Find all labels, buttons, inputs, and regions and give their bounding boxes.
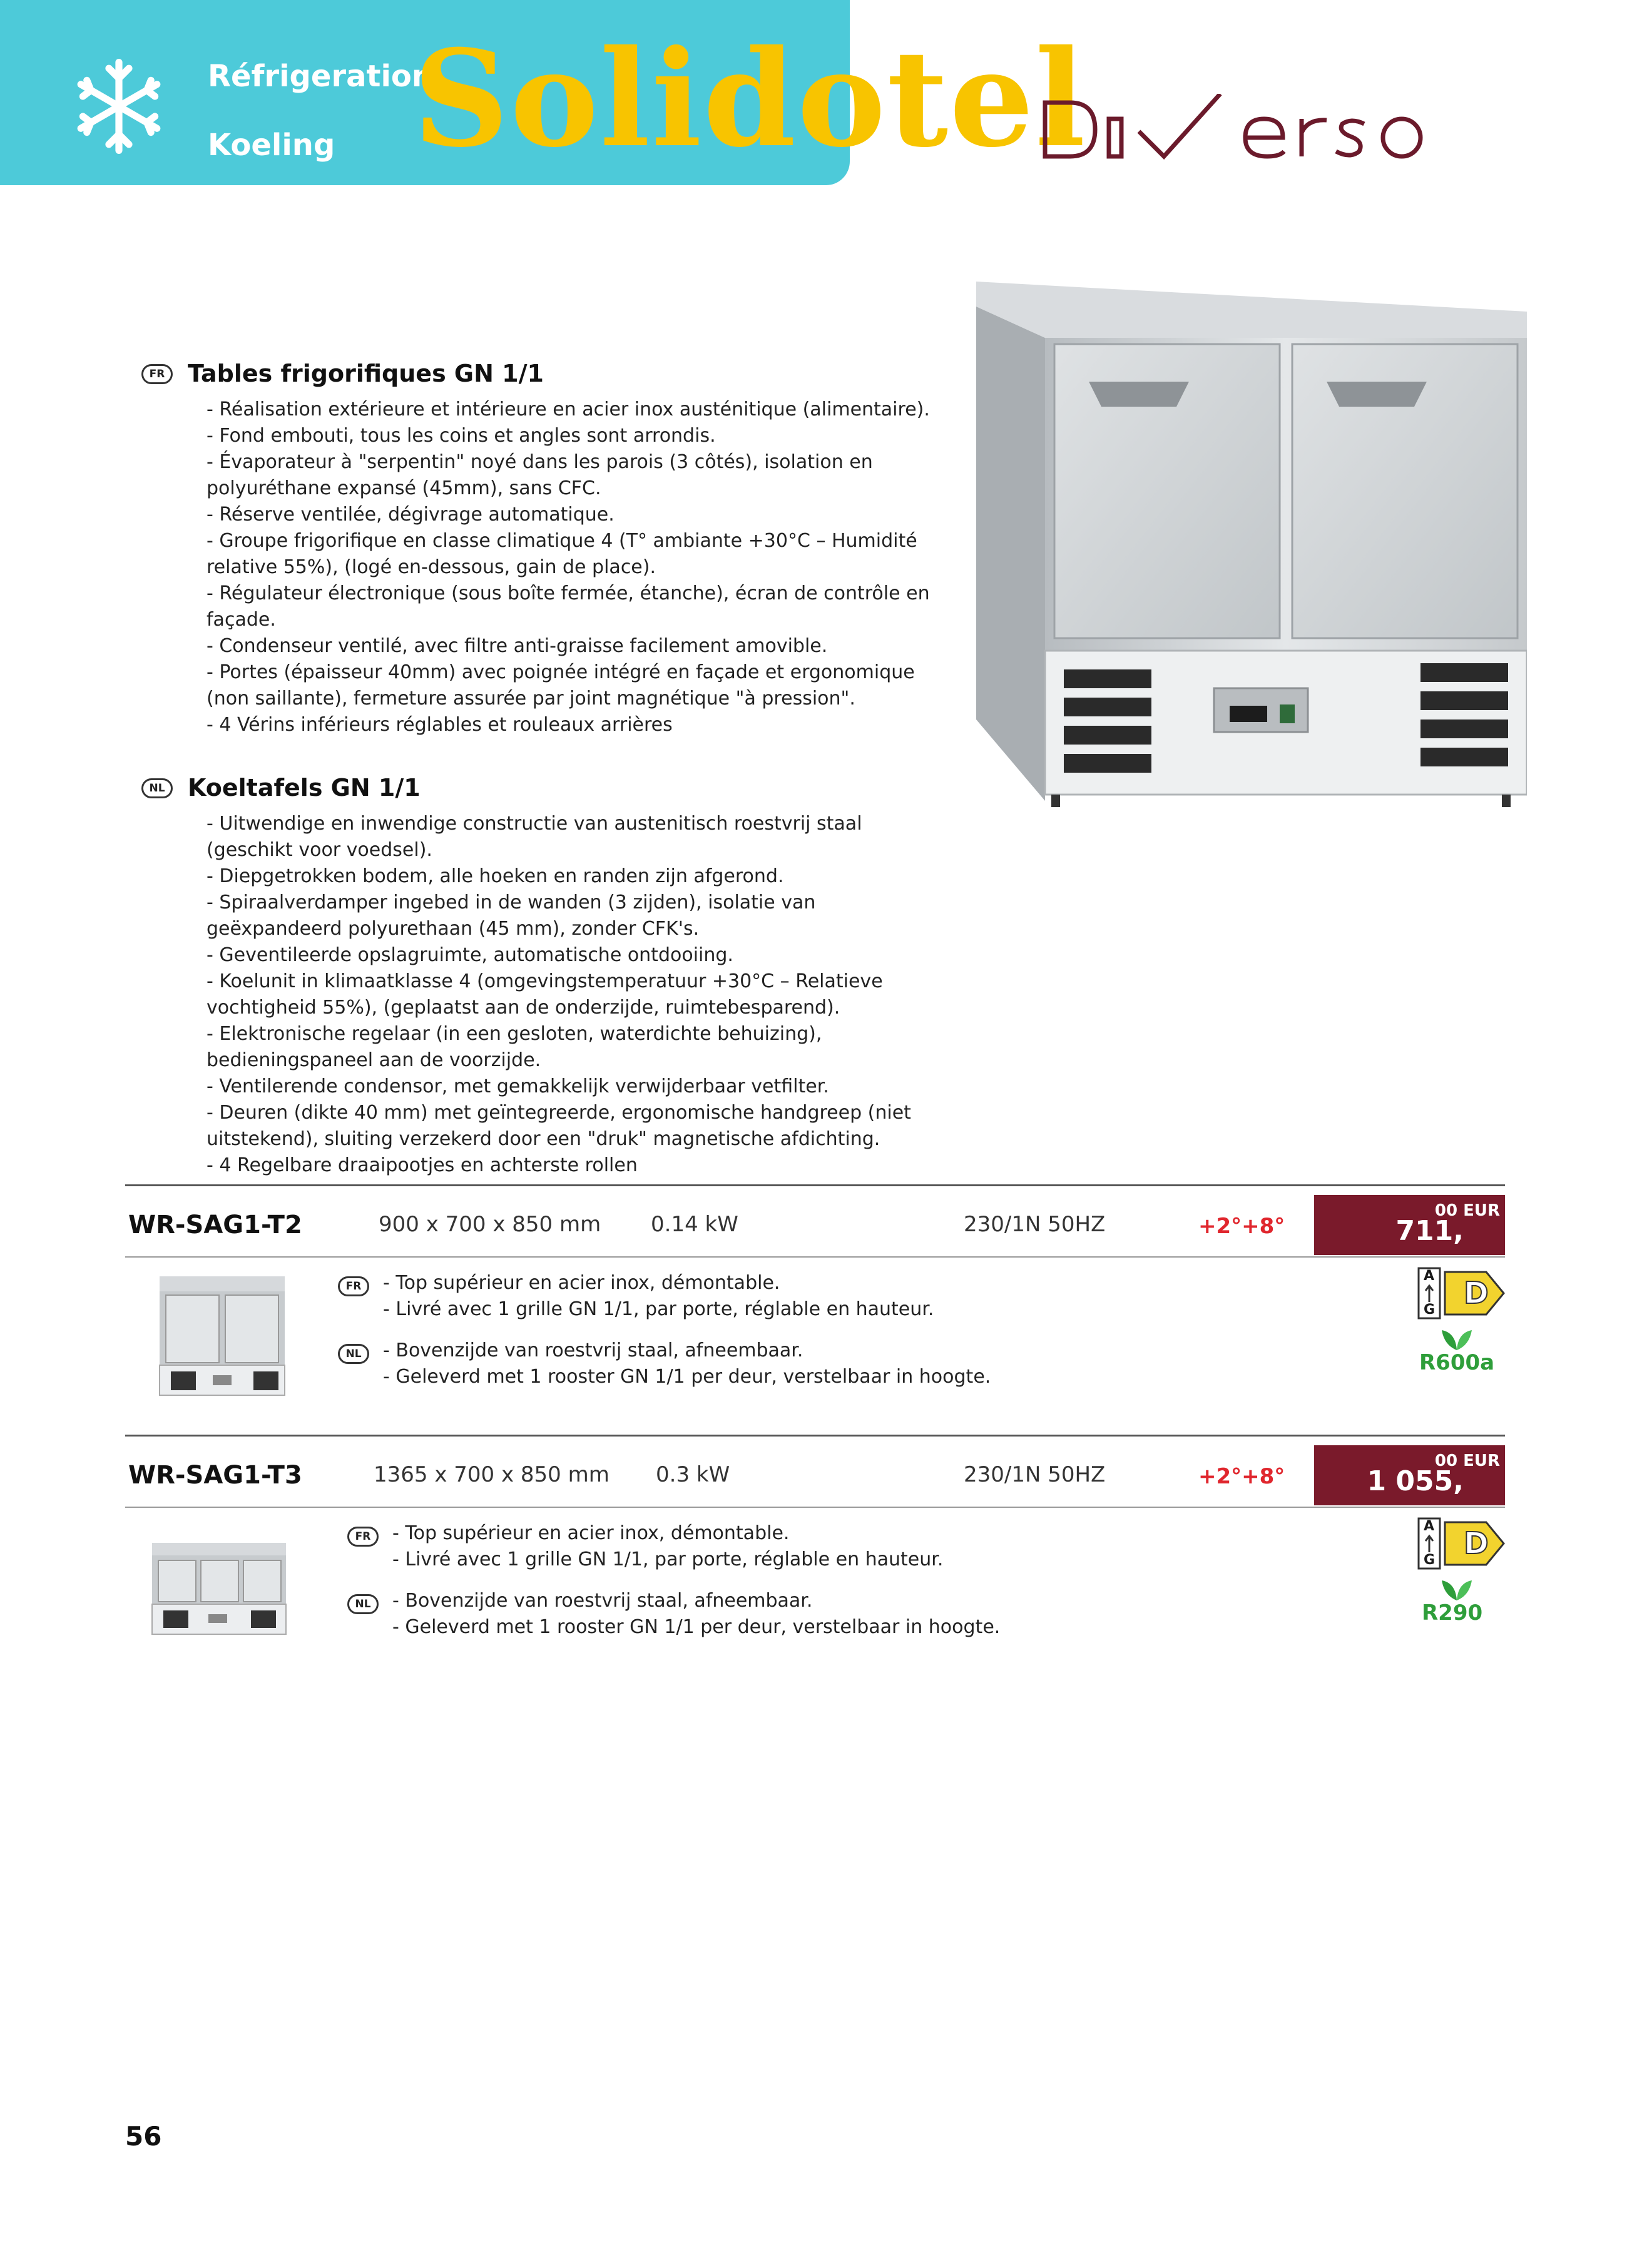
flag-nl: NL [141,778,173,798]
energy-class: D [1464,1276,1489,1311]
product-notes-fr: - Top supérieur en acier inox, démontable. - Livré avec 1 grille GN 1/1, par porte, réglable en hauteur. [383,1272,934,1320]
flag-fr: FR [347,1527,379,1547]
product-temperature: +2°+8° [1198,1464,1285,1489]
energy-scale-bottom: G [1424,1302,1436,1318]
category-title-nl: Koeling [208,128,335,163]
product-price-cents: 00 EUR [1434,1201,1500,1220]
category-title-fr: Réfrigeration [208,59,434,94]
description-fr: - Réalisation extérieure et intérieure en acier inox austénitique (alimentaire). - Fond embouti, tous les coins et angles sont arrondis. - Évaporateur à "serpentin" noyé dans les parois (3 côtés), isolation en polyuréthane expansé (45mm), sans CFC. - Réserve ventilée, dégivrage automatique. - Groupe frigorifique en classe climatique 4 (T° ambiante +30°C – Humidité relative 55%), (logé en-dessous, gain de place). - Régulateur électronique (sous boîte fermée, étanche), écran de contrôle en façade. - Condenseur ventilé, avec filtre anti-graisse facilement amovible. - Portes (épaisseur 40mm) avec poignée intégré en façade et ergonomique (non saillante), fermeture assurée par joint magnétique "à pression". - 4 Vérins inférieurs réglables et rouleaux arrières [207,399,930,736]
section-title-nl: Koeltafels GN 1/1 [188,774,421,801]
product-temperature: +2°+8° [1198,1214,1285,1239]
flag-fr: FR [338,1276,369,1296]
product-photo [964,282,1527,807]
price-box [1314,1195,1505,1255]
energy-scale-bottom: G [1424,1552,1436,1568]
energy-label [1417,1517,1511,1574]
product-price: 1 055, [1367,1465,1464,1497]
product-power: 0.3 kW [656,1462,730,1487]
product-row-rule [125,1256,1505,1258]
refrigerant-label: R600a [1419,1350,1495,1375]
product-row-top-rule [125,1184,1505,1186]
product-voltage: 230/1N 50HZ [964,1212,1106,1237]
price-box [1314,1445,1505,1505]
brand-logo: Solidotel [413,21,1087,176]
product-dimensions: 900 x 700 x 850 mm [379,1212,601,1237]
product-power: 0.14 kW [651,1212,738,1237]
leaf-icon [1438,1326,1476,1351]
flag-nl: NL [338,1344,369,1364]
product-code: WR-SAG1-T3 [128,1461,302,1490]
energy-label [1417,1267,1511,1323]
energy-scale-top: A [1424,1268,1435,1284]
product-row-rule [125,1507,1505,1508]
page-number: 56 [125,2121,162,2152]
product-voltage: 230/1N 50HZ [964,1462,1106,1487]
product-thumbnail [147,1539,291,1639]
energy-scale-top: A [1424,1518,1435,1534]
snowflake-icon [69,56,169,156]
description-nl: - Uitwendige en inwendige constructie van austenitisch roestvrij staal (geschikt voor voedsel). - Diepgetrokken bodem, alle hoeken en randen zijn afgerond. - Spiraalverdamper ingebed in de wanden (3 zijden), isolatie van geëxpandeerd polyurethaan (45 mm), zonder CFK's. - Geventileerde opslagruimte, automatische ontdooiing. - Koelunit in klimaatklasse 4 (omgevingstemperatuur +30°C – Relatieve vochtigheid 55%), (geplaatst aan de onderzijde, ruimtebesparend). - Elektronische regelaar (in een gesloten, waterdichte behuizing), bedieningspaneel aan de voorzijde. - Ventilerende condensor, met gemakkelijk verwijderbaar vetfilter. - Deuren (dikte 40 mm) met geïntegreerde, ergonomische handgreep (niet uitstekend), sluiting verzekerd door een "druk" magnetische afdichting. - 4 Regelbare draaipootjes en achterste rollen [207,813,911,1176]
product-row-top-rule [125,1435,1505,1437]
energy-class: D [1464,1526,1489,1561]
section-title-fr: Tables frigorifiques GN 1/1 [188,360,544,387]
leaf-icon [1438,1577,1476,1602]
product-notes-nl: - Bovenzijde van roestvrij staal, afneembaar. - Geleverd met 1 rooster GN 1/1 per deur, verstelbaar in hoogte. [383,1340,991,1388]
product-notes-fr: - Top supérieur en acier inox, démontable. - Livré avec 1 grille GN 1/1, par porte, réglable en hauteur. [392,1522,944,1570]
product-thumbnail [153,1270,291,1401]
flag-nl: NL [347,1594,379,1614]
product-code: WR-SAG1-T2 [128,1211,302,1239]
refrigerant-label: R290 [1422,1600,1483,1625]
flag-fr: FR [141,364,173,384]
product-price-cents: 00 EUR [1434,1452,1500,1470]
diverso-logo [1039,94,1427,163]
product-notes-nl: - Bovenzijde van roestvrij staal, afneembaar. - Geleverd met 1 rooster GN 1/1 per deur, verstelbaar in hoogte. [392,1590,1001,1638]
product-price: 711, [1395,1215,1464,1247]
product-dimensions: 1365 x 700 x 850 mm [374,1462,609,1487]
